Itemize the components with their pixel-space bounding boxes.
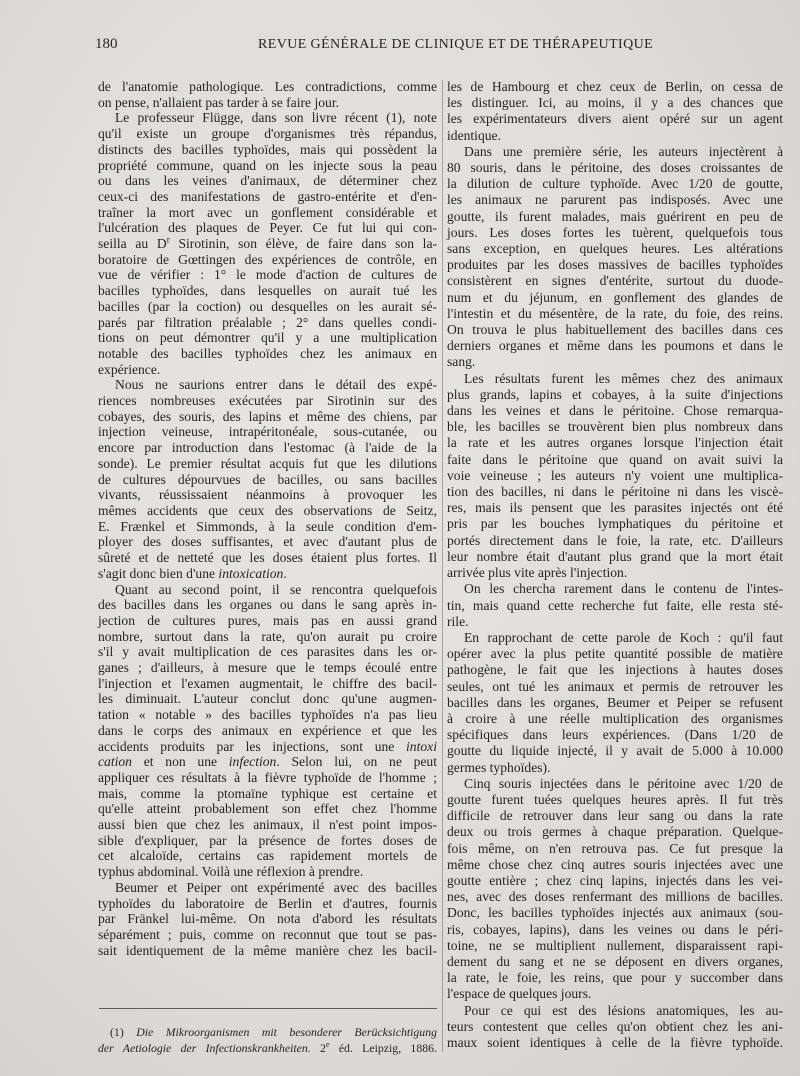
text-line: produites par les doses massives de bacilles typhoïdes: [447, 257, 783, 273]
text-line: les de Hambourg et chez ceux de Berlin, on cessa de: [447, 79, 783, 94]
text-line: des bacilles dans les organes ou dans le sang après in-: [98, 597, 437, 613]
italic-text: intoxication: [218, 565, 284, 581]
text-line: dement du sang et ne se déposent en divers organes,: [447, 953, 783, 969]
text-line: Beumer et Peiper ont expérimenté avec des bacilles: [115, 879, 437, 895]
text-line: fois même, on n'en retrouva pas. Ce fut presque la: [447, 840, 783, 856]
text-line: tion des bacilles, ni dans le péritoine ni dans les viscè-: [447, 484, 783, 500]
text-line: ou dans les veines d'animaux, de déterminer chez: [98, 173, 437, 189]
text-line: jection de cultures pures, mais pas en aussi grand: [98, 612, 437, 628]
text-line: séparément ; puis, comme on reconnut que tout se pas-: [98, 926, 437, 942]
text-line: de l'anatomie pathologique. Les contradictions, comme: [98, 79, 437, 94]
text-line: 80 souris, dans le péritoine, des doses croissantes de: [447, 160, 783, 176]
text-line: s'il y avait multiplication de ces parasites dans les or-: [98, 644, 437, 660]
text-line: derniers organes et même dans les poumons et dans le: [447, 338, 783, 354]
text-span: 2: [310, 1041, 326, 1055]
text-span: (1): [110, 1025, 137, 1039]
superscript-text: r: [166, 234, 170, 245]
text-line: la rate, le foie, les reins, que pour y succomber dans: [447, 970, 783, 986]
text-line: à croire à une réelle multiplication des organismes: [447, 710, 783, 726]
text-line: On les chercha rarement dans le contenu de l'intes-: [464, 581, 783, 597]
text-line: goutte du liquide injecté, il y avait de 5.000 à 10.000: [447, 743, 783, 759]
text-line: expérience.: [98, 361, 161, 377]
text-line: toine, ne se multiplient nullement, disparaissent rapi-: [447, 937, 783, 953]
footnote: [98, 1024, 437, 1056]
text-line: portés directement dans le foie, la rate, etc. D'ailleurs: [447, 532, 783, 548]
text-line: deux ou trois germes à chaque préparation. Quelque-: [447, 824, 783, 840]
paragraph: [98, 79, 437, 110]
text-line: seules, ont tué les animaux et permis de retrouver les: [447, 678, 783, 694]
text-line: num et du jéjunum, en gonflement des glandes de: [447, 289, 783, 305]
paragraph: [447, 79, 783, 144]
text-span: éd. Leipzig, 1886.: [329, 1041, 437, 1055]
text-line: l'intestin et du mésentère, de la rate, du foie, des reins.: [447, 305, 783, 321]
paragraph: [447, 371, 783, 582]
text-line: cobayes, des souris, des lapins et même des chiens, par: [98, 408, 437, 424]
text-line: plus grands, lapins et cobayes, à la suite d'injections: [447, 386, 783, 402]
text-line: propriété commune, quand on les injecte sous la peau: [98, 157, 437, 173]
footnote-line: [98, 1024, 437, 1040]
text-span: et non une: [131, 754, 229, 770]
text-line: leur nombre était d'autant plus grand que la mort était: [447, 548, 783, 564]
text-line: de cultures dépourvues de bacilles, ou sans bacilles: [98, 471, 437, 487]
journal-title: REVUE GÉNÉRALE DE CLINIQUE ET DE THÉRAPEUTIQUE: [258, 37, 654, 52]
text-line: la dilution de culture typhoïde. Avec 1/20 de goutte,: [447, 176, 783, 192]
text-line: sang.: [447, 354, 476, 370]
text-line: ble, les bacilles se trouvèrent bien plus nombreux dans: [447, 419, 783, 435]
text-line: cet alcaloïde, certains cas rapidement mortels de: [98, 848, 437, 864]
text-line: ganes ; d'ailleurs, à mesure que le temps écoulé entre: [98, 660, 437, 676]
text-line: la rate et les autres organes lorsque l'injection était: [447, 435, 783, 451]
text-line: nombre, surtout dans la rate, qu'on aurait pu croire: [98, 628, 437, 644]
text-line: qu'elle atteint probablement son effet chez l'homme: [98, 801, 437, 817]
text-line: bacilles dans les organes, Beumer et Peiper se refusent: [447, 694, 783, 710]
text-line: qu'il existe un groupe d'organismes très répandus,: [98, 126, 437, 142]
text-line: sait identiquement de la même manière chez les bacil-: [98, 942, 437, 958]
text-line: Donc, les bacilles typhoïdes injectés aux animaux (sou-: [447, 905, 783, 921]
text-line: l'espace de quelques jours.: [447, 986, 592, 1002]
superscript-text: e: [325, 1040, 330, 1050]
text-line: Les résultats furent les mêmes chez des animaux: [464, 370, 783, 386]
right-column: [447, 79, 783, 1051]
text-line: tation « notable » des bacilles typhoïdes n'a pas lieu: [98, 707, 437, 723]
text-span: Sirotinin, son élève, de faire dans son la-: [169, 236, 438, 252]
paragraph: [447, 144, 783, 371]
text-span: . Selon lui, on ne peut: [276, 754, 437, 770]
text-line: parés par filtration préalable ; 2° dans quelles condi-: [98, 314, 437, 330]
text-line: bacilles typhoïdes, dans lesquelles on aurait tué les: [98, 283, 437, 299]
text-line: E. Frænkel et Simmonds, à la seule condition d'em-: [98, 518, 437, 534]
text-span: accidents produits par les injections, sont une: [98, 738, 407, 754]
paragraph: [447, 630, 783, 776]
text-line: opérer avec la plus petite quantité possible de matière: [447, 646, 783, 662]
paragraph: [98, 377, 437, 581]
text-span: s'agit donc bien d'une: [98, 565, 219, 581]
text-line: l'ulcération des plaques de Peyer. Ce fut lui qui con-: [98, 220, 437, 236]
paragraph: [98, 582, 437, 880]
text-line: les diminuait. L'auteur conclut donc qu'une augmen-: [98, 691, 437, 707]
left-column: [98, 79, 437, 958]
text-line: mais, comme la ptomaïne typhique est certaine et: [98, 785, 437, 801]
text-line: ceux-ci des manifestations de gastro-entérite et d'en-: [98, 188, 437, 204]
text-line: Le professeur Flügge, dans son livre récent (1), note: [115, 110, 437, 126]
text-line: On trouva le plus habituellement des bacilles dans ces: [447, 322, 783, 338]
text-line: mêmes accidents que ceux des observations de Seitz,: [98, 502, 437, 518]
text-line: bacilles (par la coction) ou desquelles on les aurait sé-: [98, 298, 437, 314]
text-line: boratoire de Gœttingen des expériences de contrôle, en: [98, 251, 437, 267]
text-line: germes typhoïdes).: [447, 759, 551, 775]
text-line: encore par introduction dans l'estomac (à l'aide de la: [98, 440, 437, 456]
text-line: Quant au second point, il se rencontra quelquefois: [115, 581, 437, 597]
italic-text: intoxi: [406, 738, 437, 754]
text-line: rile.: [447, 613, 469, 629]
italic-text: Die Mikroorganismen mit besonderer Berücksichtigung: [136, 1025, 437, 1039]
text-line: sûreté et de netteté que les doses étaient plus fortes. Il: [98, 550, 437, 566]
text-line: distincts des bacilles typhoïdes, mais qui possèdent la: [98, 141, 437, 157]
text-line: vue de vérifier : 1° le mode d'action de cultures de: [98, 267, 437, 283]
text-line: riences nombreuses exécutées par Sirotinin sur des: [98, 393, 437, 409]
text-line: on pense, n'allaient pas tarder à se faire jour.: [98, 94, 339, 110]
text-line: vivants, réussissaient néanmoins à provoquer les: [98, 487, 437, 503]
paragraph: [98, 110, 437, 377]
text-line: [98, 739, 437, 755]
text-line: sans exception, en quelques heures. Les altérations: [447, 241, 783, 257]
italic-text: infection: [228, 754, 277, 770]
text-line: Cinq souris injectées dans le péritoine avec 1/20 de: [464, 775, 783, 791]
text-line: Nous ne saurions entrer dans le détail des expé-: [115, 377, 437, 393]
text-span: seilla au D: [98, 236, 167, 252]
text-line: goutte furent tuées quelques heures après. Il fut très: [447, 791, 783, 807]
text-line: jours. Les doses fortes les tuèrent, quelquefois tous: [447, 224, 783, 240]
italic-text: der Aetiologie der Infectionskrankheiten.: [98, 1041, 311, 1055]
column-divider: [442, 80, 443, 1052]
text-line: identique.: [447, 127, 501, 143]
text-line: nes, avec des doses renfermant des millions de bacilles.: [447, 889, 783, 905]
text-line: pris par les bouches lymphatiques du péritoine et: [447, 516, 783, 532]
text-line: typhus abdominal. Voilà une réflexion à prendre.: [98, 864, 364, 880]
italic-text: cation: [98, 754, 132, 770]
text-line: les expérimentateurs divers aient opéré sur un agent: [447, 111, 783, 127]
page-number: 180: [95, 36, 118, 52]
text-line: par Fränkel lui-même. On nota d'abord les résultats: [98, 911, 437, 927]
text-line: tin, mais quand cette recherche fut faite, elle resta sté-: [447, 597, 783, 613]
text-line: les animaux ne parurent pas indisposés. Avec une: [447, 192, 783, 208]
text-line: En rapprochant de cette parole de Koch : qu'il faut: [464, 629, 783, 645]
text-line: [98, 754, 437, 770]
text-line: appliquer ces résultats à la fièvre typhoïde de l'homme ;: [98, 769, 437, 785]
text-line: aussi bien que chez les animaux, il n'est point impos-: [98, 817, 437, 833]
text-line: consistèrent en signes d'entérite, surtout du duode-: [447, 273, 783, 289]
text-line: ployer des doses suffisantes, et avec d'autant plus de: [98, 534, 437, 550]
text-line: res, mais ils pensent que les parasites injectés ont été: [447, 500, 783, 516]
text-line: Dans une première série, les auteurs injectèrent à: [464, 143, 783, 159]
text-line: faite dans le péritoine que quand on avait suivi la: [447, 451, 783, 467]
text-line: même chose chez cinq autres souris injectées avec une: [447, 856, 783, 872]
text-line: injection veineuse, intrapéritonéale, sous-cutanée, ou: [98, 424, 437, 440]
paragraph: [447, 581, 783, 630]
text-line: teurs contestent que celles qu'on obtient chez les ani-: [447, 1018, 783, 1034]
footnote-line: [98, 1040, 437, 1056]
text-line: l'injection et l'examen augmentait, le chiffre des bacil-: [98, 675, 437, 691]
text-line: sible d'expliquer, par la présence de fortes doses de: [98, 832, 437, 848]
text-line: dans les veines et dans le péritoine. Chose remarqua-: [447, 403, 783, 419]
footnote-rule: [99, 1008, 437, 1009]
text-line: voie veineuse ; les auteurs n'y voient une multiplica-: [447, 467, 783, 483]
text-line: goutte, ils furent malades, mais guérirent en peu de: [447, 208, 783, 224]
paragraph: [98, 880, 437, 959]
text-line: spécifiques dans leurs expériences. (Dans 1/20 de: [447, 727, 783, 743]
text-line: [98, 566, 437, 582]
text-line: traîner la mort avec un gonflement considérable et: [98, 204, 437, 220]
text-line: les distinguer. Ici, au moins, il y a des chances que: [447, 95, 783, 111]
text-line: typhoïdes du laboratoire de Berlin et d'autres, fournis: [98, 895, 437, 911]
text-line: goutte entière ; chez cinq lapins, injectés dans les vei-: [447, 872, 783, 888]
text-line: notable des bacilles typhoïdes chez les animaux en: [98, 345, 437, 361]
paragraph: [447, 776, 783, 1003]
text-line: arrivée plus vite après l'injection.: [447, 565, 628, 581]
text-line: pathogène, le fait que les injections à hautes doses: [447, 662, 783, 678]
text-line: ris, cobayes, lapins), dans les veines ou dans le péri-: [447, 921, 783, 937]
text-span: .: [283, 565, 287, 581]
running-header: [0, 36, 800, 58]
text-line: Pour ce qui est des lésions anatomiques, les au-: [464, 1002, 783, 1018]
text-line: sonde). Le premier résultat acquis fut que les dilutions: [98, 455, 437, 471]
text-line: tions on peut démontrer qu'il y a une multiplication: [98, 330, 437, 346]
text-line: [98, 236, 437, 252]
paragraph: [447, 1003, 783, 1052]
text-line: dans le corps des animaux en expérience et que les: [98, 722, 437, 738]
text-line: maux soient identiques à celle de la fièvre typhoïde.: [447, 1034, 783, 1050]
text-line: difficile de retrouver dans leur sang ou dans la rate: [447, 808, 783, 824]
